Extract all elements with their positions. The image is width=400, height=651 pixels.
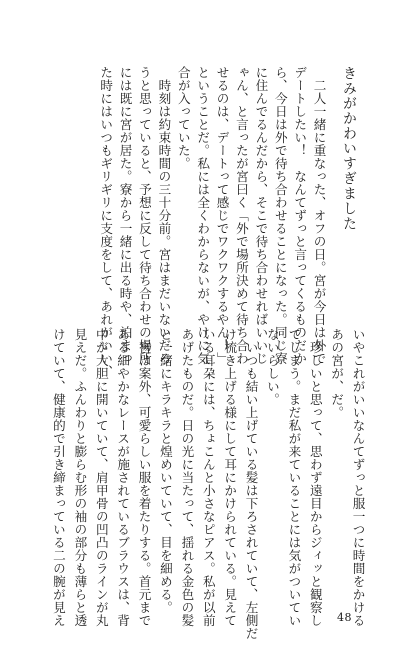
lower-text-line-6: いつも結い上げている髪は下ろされていて、左側だ: [243, 328, 259, 640]
lower-text-line-8: いる耳朶には、ちょこんと小さなピアス。私が以前: [200, 328, 216, 627]
lower-text-line-3: 珍しいと思って、思わず遠目からジィッと観察し: [307, 328, 323, 627]
chapter-title: きみがかわいすぎました: [341, 66, 357, 231]
lower-text-line-1: いやこれがいいなんてずっと服一つに時間をかける: [350, 328, 366, 627]
lower-text-line-5: ないらしい。: [264, 328, 280, 406]
lower-text-line-14: 見えだ。ふんわりと膨らむ形の袖の部分も薄らと透: [72, 328, 88, 627]
upper-text-line-9: 時刻は約束時間の三十分前。宮はまだいないだろ: [156, 66, 172, 365]
upper-text-line-3: ら、今日は外で待ち合わせることになった。同じ寮: [272, 66, 288, 365]
upper-text-line-6: せるのは、デートって感じでワクワクするやん！」: [214, 66, 230, 365]
lower-text-line-13: 中が大胆に開いていて、肩甲骨の凹凸のラインが丸: [93, 328, 109, 627]
lower-text-line-9: あげたものだ。日の光に当たって、揺れる金色の髪: [179, 328, 195, 627]
upper-text-line-4: に住んでるんだから、そこで待ち合わせればいいじ: [253, 66, 269, 365]
upper-text-line-8: 合が入っていた。: [175, 66, 191, 170]
lower-text-line-7: け梳き上げる様にして耳にかけられている。見えて: [222, 328, 238, 627]
upper-text-line-1: 二人一緒に重なった、オフの日。宮が今日は外で: [311, 66, 327, 365]
lower-text-line-11: 宮は案外、可愛らしい服を着たりする。首元まで: [136, 328, 152, 627]
upper-text-line-5: ゃん、と言ったが宮曰く「外で場所決めて待ち合わ: [233, 66, 249, 365]
lower-text-line-15: けていて、健康的で引き締まっている二の腕が見え: [50, 328, 66, 627]
page-number: 48: [337, 611, 352, 624]
lower-text-line-2: あの宮が、だ。: [329, 328, 345, 419]
upper-text-line-7: ということだ。私には全くわからないが、やけに気: [195, 66, 211, 365]
lower-text-line-4: てしまう。まだ私が来ていることには気がついてい: [286, 328, 302, 627]
upper-text-line-11: には既に宮が居た。寮から一緒に出る時や、泊まっ: [117, 66, 133, 365]
lower-text-line-10: と一緒にキラキラと煌めいていて、目を細める。: [157, 328, 173, 614]
upper-text-line-10: うと思っていると、予想に反して待ち合わせの場所: [136, 66, 152, 365]
lower-text-line-12: ある細やかなレースが施されているブラウスは、背: [115, 328, 131, 627]
upper-text-line-12: た時にはいつもギリギリに支度をして、あれがいい、: [98, 66, 114, 378]
upper-text-line-2: デートしたい！ なんてずっと言ってくるものだか: [292, 66, 308, 365]
